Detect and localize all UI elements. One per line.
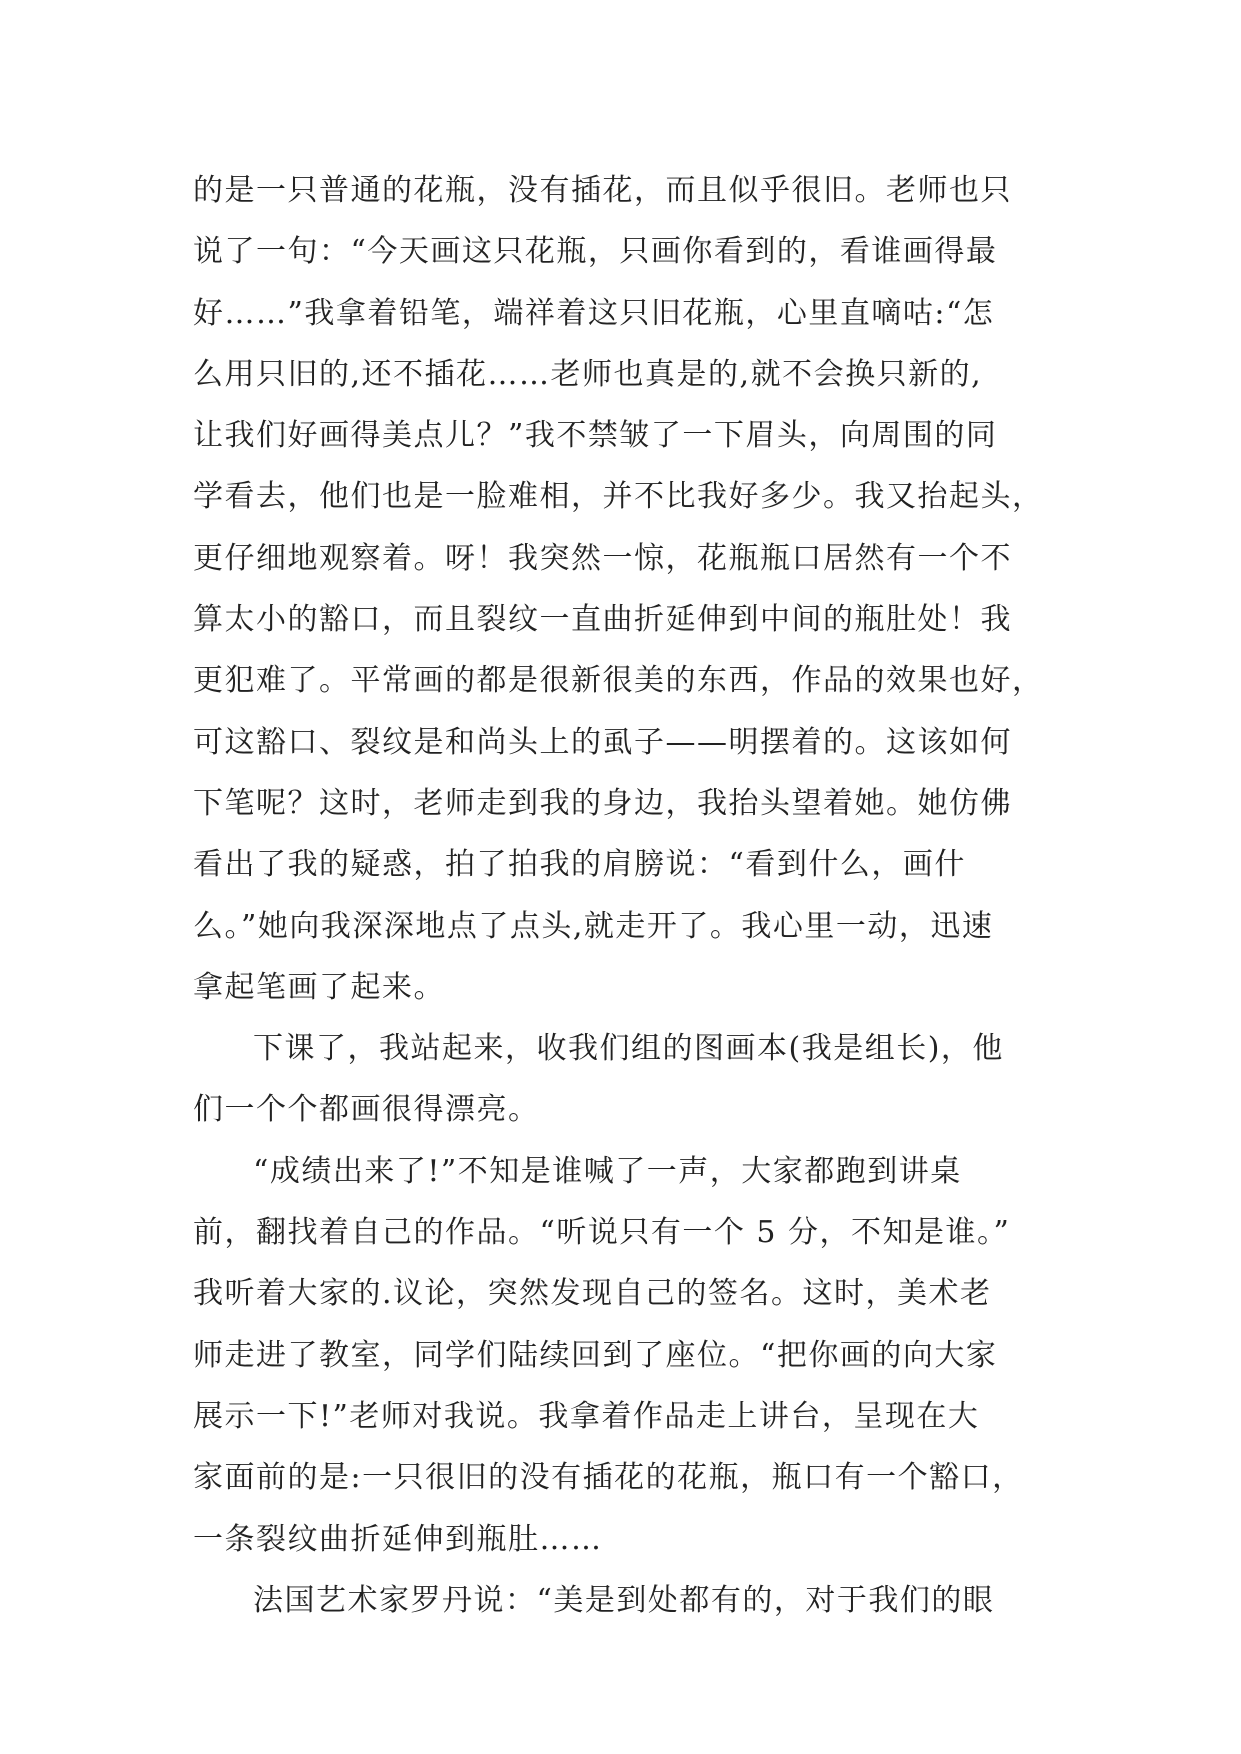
text-line: 算太小的豁口，而且裂纹一直曲折延伸到中间的瓶肚处！我 <box>193 602 1012 638</box>
text-line: 的是一只普通的花瓶，没有插花，而且似乎很旧。老师也只 <box>193 173 1012 208</box>
text-line: 可这豁口、裂纹是和尚头上的虱子——明摆着的。这该如何 <box>193 724 1012 760</box>
text-line: 们一个个都画很得漂亮。 <box>193 1092 540 1128</box>
text-line: 说了一句：“今天画这只花瓶，只画你看到的，看谁画得最 <box>193 234 998 270</box>
text-line: 么。”她向我深深地点了点头,就走开了。我心里一动，迅速 <box>193 908 994 944</box>
text-line: 师走进了教室，同学们陆续回到了座位。“把你画的向大家 <box>193 1337 998 1373</box>
text-line: 我听着大家的.议论，突然发现自己的签名。这时，美术老 <box>193 1276 992 1312</box>
text-line: 拿起笔画了起来。 <box>193 969 445 1005</box>
paragraph-first-line: 法国艺术家罗丹说：“美是到处都有的，对于我们的眼 <box>253 1582 995 1618</box>
text-line: 么用只旧的,还不插花……老师也真是的,就不会换只新的, <box>193 356 983 392</box>
paragraph-first-line: “成绩出来了!”不知是谁喊了一声，大家都跑到讲桌 <box>253 1153 962 1189</box>
text-line: 前，翻找着自己的作品。“听说只有一个 5 分，不知是谁。” <box>193 1215 1011 1251</box>
text-line: 下笔呢？这时，老师走到我的身边，我抬头望着她。她仿佛 <box>193 785 1012 821</box>
text-line: 展示一下!”老师对我说。我拿着作品走上讲台，呈现在大 <box>193 1398 980 1434</box>
paragraph-first-line: 下课了，我站起来，收我们组的图画本(我是组长)，他 <box>253 1031 1004 1067</box>
text-line: 好……”我拿着铅笔，端祥着这只旧花瓶，心里直嘀咕:“怎 <box>193 295 995 331</box>
document-body-text <box>193 160 1053 1631</box>
text-line: 让我们好画得美点儿？”我不禁皱了一下眉头，向周围的同 <box>193 418 998 454</box>
text-line: 更仔细地观察着。呀！我突然一惊，花瓶瓶口居然有一个不 <box>193 540 1012 576</box>
text-line: 家面前的是:一只很旧的没有插花的花瓶，瓶口有一个豁口， <box>193 1460 1024 1496</box>
text-line: 更犯难了。平常画的都是很新很美的东西，作品的效果也好， <box>193 663 1044 699</box>
text-line: 学看去，他们也是一脸难相，并不比我好多少。我又抬起头， <box>193 479 1044 515</box>
text-line: 一条裂纹曲折延伸到瓶肚…… <box>193 1521 603 1557</box>
text-line: 看出了我的疑惑，拍了拍我的肩膀说：“看到什么，画什 <box>193 847 966 883</box>
